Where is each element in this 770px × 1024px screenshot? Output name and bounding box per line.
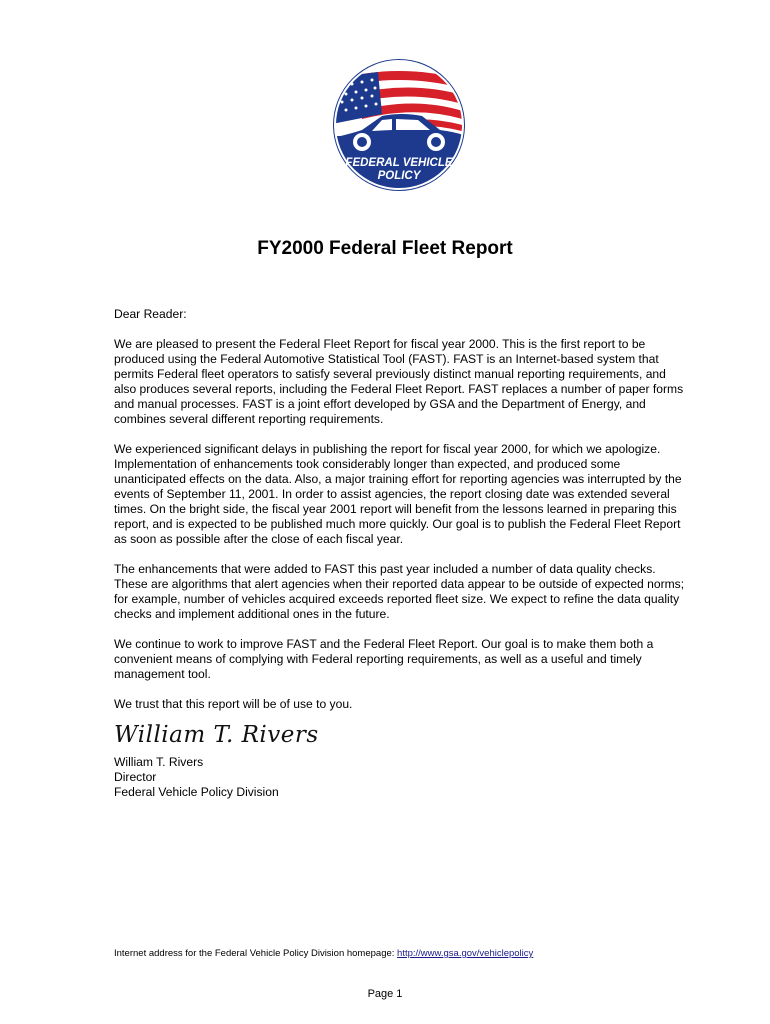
paragraph-1: We are pleased to present the Federal Fleet Report for fiscal year 2000. This is the first report to be produced using the Federal Automotive Statistical Tool (FAST). FAST is an Internet-based system that permits Federal fleet operators to satisfy several previously distinct manual reporting requirements, and also produces several reports, including the Federal Fleet Report. FAST replaces a number of paper forms and manual processes. FAST is a joint effort developed by GSA and the Department of Energy, and combines several different reporting requirements. xyxy=(114,337,684,426)
footer-note xyxy=(114,948,533,960)
signer-division: Federal Vehicle Policy Division xyxy=(114,785,279,799)
signoff-block xyxy=(114,755,279,800)
letter-body xyxy=(114,307,686,727)
paragraph-4: We continue to work to improve FAST and the Federal Fleet Report. Our goal is to make them both a convenient means of complying with Federal reporting requirements, as well as a useful and timely management tool. xyxy=(114,637,654,681)
paragraph-3: The enhancements that were added to FAST this past year included a number of data quality checks. These are algorithms that alert agencies when their reported data appear to be outside of expected norms; for example, number of vehicles acquired exceeds reported fleet size. We expect to refine the data quality checks and implement additional ones in the future. xyxy=(114,562,685,621)
signer-name: William T. Rivers xyxy=(114,755,204,769)
federal-vehicle-policy-logo xyxy=(332,58,466,192)
salutation: Dear Reader: xyxy=(114,307,187,321)
logo-text-line2: POLICY xyxy=(377,170,421,182)
document-title: FY2000 Federal Fleet Report xyxy=(257,238,513,259)
page-number: Page 1 xyxy=(367,988,403,1000)
footer-note-text: Internet address for the Federal Vehicle Policy Division homepage: xyxy=(114,948,398,959)
homepage-link[interactable]: http://www.gsa.gov/vehiclepolicy xyxy=(397,948,534,959)
signer-title: Director xyxy=(114,770,157,784)
paragraph-5: We trust that this report will be of use to you. xyxy=(114,697,353,711)
logo-text-line1: FEDERAL VEHICLE xyxy=(345,157,453,169)
handwritten-signature: William T. Rivers xyxy=(114,722,319,748)
paragraph-2: We experienced significant delays in publishing the report for fiscal year 2000, for which we apologize. Implementation of enhancements took considerably longer than expected, and produced some unanticipated effects on the data. Also, a major training effort for reporting agencies was interrupted by the events of September 11, 2001. In order to assist agencies, the report closing date was extended several times. On the bright side, the fiscal year 2001 report will benefit from the lessons learned in preparing this report, and is expected to be published much more quickly. Our goal is to publish the Federal Fleet Report as soon as possible after the close of each fiscal year. xyxy=(114,442,682,546)
